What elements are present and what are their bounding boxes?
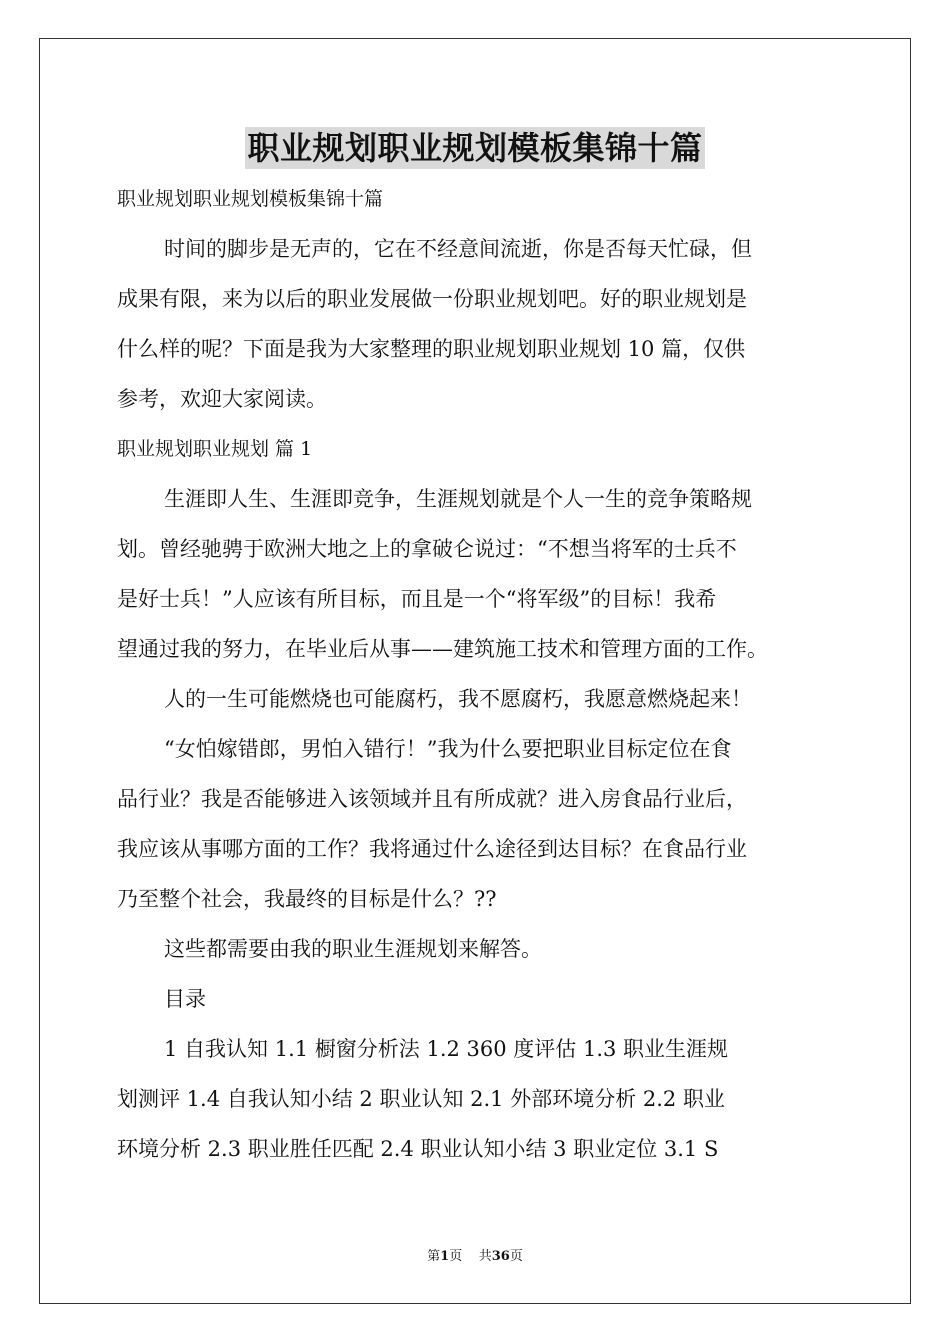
page-border [39, 38, 911, 1304]
toc-heading: 目录 [164, 987, 206, 1011]
footer-total-suffix: 页 [509, 1249, 523, 1264]
footer-page-prefix: 第 [427, 1249, 441, 1264]
para2-line: 人的一生可能燃烧也可能腐朽，我不愿腐朽，我愿意燃烧起来！ [164, 687, 752, 711]
footer-total-pages: 36 [491, 1249, 510, 1264]
para1-line-3: 是好士兵！”人应该有所目标，而且是一个“将军级”的目标！我希 [117, 587, 717, 611]
intro-line-4: 参考，欢迎大家阅读。 [117, 387, 327, 411]
toc-line-2: 划测评 1.4 自我认知小结 2 职业认知 2.1 外部环境分析 2.2 职业 [117, 1087, 725, 1111]
intro-line-2: 成果有限，来为以后的职业发展做一份职业规划吧。好的职业规划是 [117, 287, 747, 311]
para1-line-1: 生涯即人生、生涯即竞争，生涯规划就是个人一生的竞争策略规 [164, 487, 752, 511]
document-title: 职业规划职业规划模板集锦十篇 [247, 129, 703, 167]
document-subtitle: 职业规划职业规划模板集锦十篇 [117, 188, 384, 210]
para3-line-4: 乃至整个社会，我最终的目标是什么？?? [117, 887, 497, 911]
intro-line-3: 什么样的呢？下面是我为大家整理的职业规划职业规划 10 篇，仅供 [117, 337, 746, 361]
intro-line-1: 时间的脚步是无声的，它在不经意间流逝，你是否每天忙碌，但 [164, 237, 752, 261]
footer-total-prefix: 共 [478, 1249, 492, 1264]
page-footer [0, 1248, 950, 1266]
section-heading: 职业规划职业规划 篇 1 [117, 438, 313, 460]
para3-line-3: 我应该从事哪方面的工作？我将通过什么途径到达目标？在食品行业 [117, 837, 747, 861]
para1-line-4: 望通过我的努力，在毕业后从事——建筑施工技术和管理方面的工作。 [117, 637, 768, 661]
toc-line-1: 1 自我认知 1.1 橱窗分析法 1.2 360 度评估 1.3 职业生涯规 [164, 1037, 729, 1061]
para1-line-2: 划。曾经驰骋于欧洲大地之上的拿破仑说过：“不想当将军的士兵不 [117, 537, 737, 561]
footer-page-suffix: 页 [449, 1249, 463, 1264]
toc-line-3: 环境分析 2.3 职业胜任匹配 2.4 职业认知小结 3 职业定位 3.1 S [117, 1137, 719, 1161]
para3-line-2: 品行业？我是否能够进入该领域并且有所成就？进入房食品行业后， [117, 787, 747, 811]
title-container [0, 127, 950, 169]
para4-line: 这些都需要由我的职业生涯规划来解答。 [164, 937, 542, 961]
footer-page-number: 1 [440, 1249, 450, 1264]
para3-line-1: “女怕嫁错郎，男怕入错行！”我为什么要把职业目标定位在食 [164, 737, 732, 761]
